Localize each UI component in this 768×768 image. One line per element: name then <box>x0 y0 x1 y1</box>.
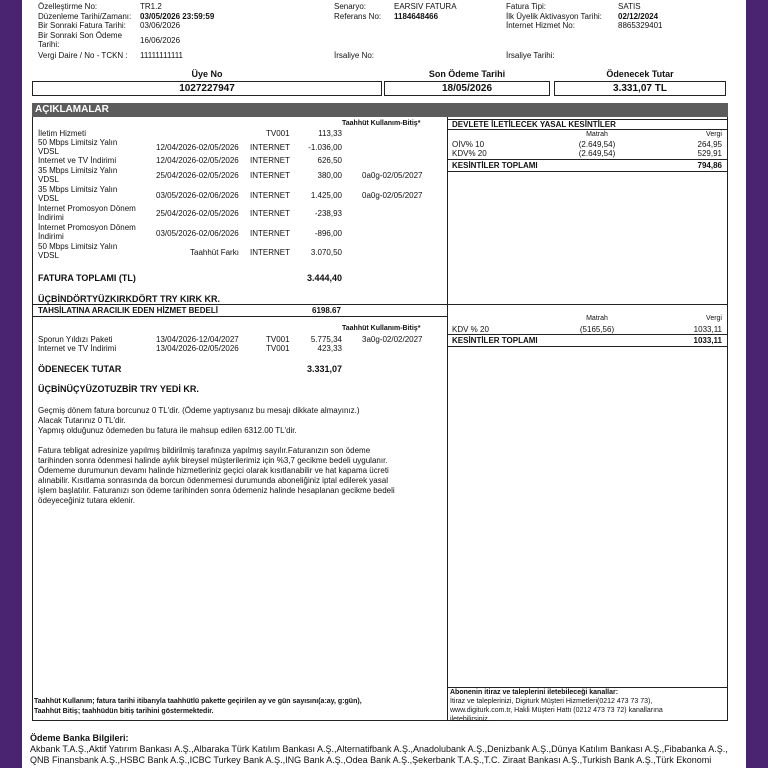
item-amount: -238,93 <box>314 209 342 218</box>
kesinti-toplam-value-2: 1033,11 <box>693 336 722 345</box>
sonraki-son-odeme-label-2: Tarihi: <box>38 40 60 49</box>
sonraki-son-odeme-label-1: Bir Sonraki Son Ödeme <box>38 31 123 40</box>
vergi-label: Vergi <box>706 131 722 138</box>
vergi-daire-value: 11111111111 <box>140 51 184 60</box>
item-date: 12/04/2026-02/05/2026 <box>156 156 239 165</box>
item-code: INTERNET <box>250 156 290 165</box>
item-label-2: VDSL <box>38 251 59 260</box>
aktivasyon-value: 02/12/2024 <box>618 12 659 21</box>
item-code: INTERNET <box>250 209 290 218</box>
item-amount: -1.036,00 <box>308 143 342 152</box>
matrah-label-2: Matrah <box>586 315 608 322</box>
kesinti-toplam-label: KESİNTİLER TOPLAMI <box>452 161 538 170</box>
odenecek-label: ÖDENECEK TUTAR <box>38 364 122 374</box>
itiraz-line: İtiraz ve taleplerinizi, Digiturk Müşteri Hizmetleri(0212 473 73 73), <box>450 698 653 705</box>
item-label: 35 Mbps Limitsiz Yalın <box>38 185 118 194</box>
kesinti-row-vergi: 264,95 <box>697 140 722 149</box>
sonraki-fatura-value: 03/06/2026 <box>140 21 181 30</box>
kesinti-row-matrah: (2.649,54) <box>578 140 616 149</box>
irsaliye-tarihi-label: İrsaliye Tarihi: <box>506 51 555 60</box>
item-code: INTERNET <box>250 229 290 238</box>
taahhut-header: Taahhüt Kullanım-Bitiş* <box>342 120 421 127</box>
kesinti-row-label: OİV% 10 <box>452 140 485 149</box>
fatura-toplami-label: FATURA TOPLAMI (TL) <box>38 273 136 283</box>
item-amount: 1.425,00 <box>310 191 342 200</box>
kesinti-toplam-label-2: KESİNTİLER TOPLAMI <box>452 336 538 345</box>
son-odeme-label: Son Ödeme Tarihi <box>428 69 506 79</box>
footnote-line-2: Taahhüt Bitiş; taahhüdün bitiş tarihini göstermektedir. <box>34 708 214 715</box>
banka-line-1: Akbank T.A.Ş.,Aktif Yatırım Bankası A.Ş.,Albaraka Türk Katılım Bankası A.Ş.,Alternatifbank A.Ş.,Anadolubank A.Ş.,Denizbank A.Ş.,Dünya Katılım Bankası A.Ş.,Fibabanka A.Ş., <box>30 744 728 754</box>
item-label: 35 Mbps Limitsiz Yalın <box>38 166 118 175</box>
kesinti-row-vergi: 1033,11 <box>693 325 722 334</box>
item-date: 03/05/2026-02/06/2026 <box>156 229 239 238</box>
vergi-label-2: Vergi <box>706 315 722 322</box>
note-line: Ödememe durumunun devamı halinde hizmetleriniz geçici olarak kısıtlanabilir ve hat kapama ücreti <box>38 466 389 475</box>
aktivasyon-label: İlk Üyelik Aktivasyon Tarihi: <box>506 12 602 21</box>
note-line: ödeyeceğiniz tutara eklenir. <box>38 496 135 505</box>
fatura-toplami-value: 3.444,40 <box>306 273 342 283</box>
item-date: 03/05/2026-02/06/2026 <box>156 191 239 200</box>
note-line: Alacak Tutarınız 0 TL'dir. <box>38 416 126 425</box>
odenecek-tutar-value: 3.331,07 TL <box>613 83 667 94</box>
aracilik-underline <box>32 316 448 317</box>
fatura-tipi-value: SATIS <box>618 2 641 11</box>
kesinti-total-topline <box>448 159 728 160</box>
item-amount: 5.775,34 <box>310 335 342 344</box>
note-line: tarihinden sonra ödenmesi halinde aylık bireysel müşterilerimiz için %3,7 gecikme bedeli uygulanır. <box>38 456 388 465</box>
item-label: 50 Mbps Limitsiz Yalın <box>38 138 118 147</box>
kesinti-title-underline <box>448 129 728 130</box>
kesinti-row-label: KDV % 20 <box>452 325 489 334</box>
odenecek-tutar-label: Ödenecek Tutar <box>606 69 674 79</box>
item-label-2: VDSL <box>38 147 59 156</box>
kesinti-row-matrah: (2.649,54) <box>578 149 616 158</box>
banka-line-2: QNB Finansbank A.Ş.,HSBC Bank A.Ş.,ICBC Turkey Bank A.Ş.,ING Bank A.Ş.,Odea Bank A.Ş.,Şekerbank T.A.Ş.,T.C. Ziraat Bankası A.Ş.,Turkish Bank A.Ş.,Türk Ekonomi <box>30 755 712 765</box>
hizmet-no-value: 8865329401 <box>618 21 663 30</box>
item-label-2: İndirimi <box>38 232 64 241</box>
odenecek-value: 3.331,07 <box>306 364 342 374</box>
item-label: 50 Mbps Limitsiz Yalın <box>38 242 118 251</box>
item-code: INTERNET <box>250 191 290 200</box>
aciklamalar-title: AÇIKLAMALAR <box>35 104 109 115</box>
odenecek-yazi: ÜÇBİNÜÇYÜZOTUZBİR TRY YEDİ KR. <box>38 384 199 394</box>
itiraz-title: Abonenin itiraz ve taleplerini iletebileceği kanallar: <box>450 689 619 696</box>
son-odeme-value: 18/05/2026 <box>441 83 493 94</box>
hizmet-no-label: İnternet Hizmet No: <box>506 21 575 30</box>
itiraz-topline <box>448 687 728 688</box>
item-code: TV001 <box>266 129 290 138</box>
footnote-line-1: Taahhüt Kullanım; fatura tarihi itibarıyla taahhütlü pakette geçirilen ay ve gün sayısını(a:ay, g:gün), <box>34 698 362 705</box>
vergi-daire-label: Vergi Daire / No - TCKN : <box>38 51 128 60</box>
section-divider <box>32 304 728 305</box>
note-line: Geçmiş dönem fatura borcunuz 0 TL'dir. (Ödeme yaptıysanız bu mesajı dikkate almayınız.) <box>38 406 360 415</box>
kesinti2-total-topline <box>448 334 728 335</box>
ozellestirme-label: Özelleştirme No: <box>38 2 98 11</box>
referans-value: 1184648466 <box>394 12 439 21</box>
item-label: Sporun Yıldızı Paketi <box>38 335 113 344</box>
column-divider <box>447 117 448 721</box>
item-code: INTERNET <box>250 248 290 257</box>
note-line: alınabilir. Kısıtlama sonrasında da borcun ödenmemesi durumunda aboneliğiniz iptal edilerek yasal <box>38 476 388 485</box>
item-label: Internet ve TV İndirimi <box>38 344 117 353</box>
item-taahhut: 3a0g-02/02/2027 <box>362 335 423 344</box>
taahhut-header-2: Taahhüt Kullanım-Bitiş* <box>342 325 421 332</box>
item-amount: 423,33 <box>317 344 342 353</box>
invoice-page <box>22 0 746 768</box>
item-date: 25/04/2026-02/05/2026 <box>156 209 239 218</box>
senaryo-label: Senaryo: <box>334 2 367 11</box>
referans-label: Referans No: <box>334 12 382 21</box>
item-label-2: VDSL <box>38 194 59 203</box>
note-line: işlem başlatılır. Faturanızı son ödeme tarihinden sonra ödemeniz halinde hesaplanan gecikme bedeli <box>38 486 395 495</box>
duzenleme-value: 03/05/2026 23:59:59 <box>140 12 215 21</box>
sonraki-fatura-label: Bir Sonraki Fatura Tarihi: <box>38 21 126 30</box>
duzenleme-label: Düzenleme Tarihi/Zamanı: <box>38 12 132 21</box>
item-date: 25/04/2026-02/05/2026 <box>156 171 239 180</box>
item-taahhut: 0a0g-02/05/2027 <box>362 191 423 200</box>
itiraz-line: www.digiturk.com.tr, Hakli Müşteri Hattı (0212 473 73 72) kanallarına <box>450 707 663 714</box>
item-label: Internet ve TV İndirimi <box>38 156 117 165</box>
kesinti2-total-bottomline <box>448 346 728 347</box>
item-label-2: İndirimi <box>38 213 64 222</box>
uye-no-label: Üye No <box>191 69 223 79</box>
item-taahhut: 0a0g-02/05/2027 <box>362 171 423 180</box>
item-code: TV001 <box>266 344 290 353</box>
item-label: İletim Hizmeti <box>38 129 87 138</box>
item-label-2: VDSL <box>38 175 59 184</box>
item-amount: -896,00 <box>314 229 342 238</box>
note-line: Fatura tebligat adresinize yapılmış bildirilmiş tarafınıza yapılmış sayılır.Faturanızın son ödeme <box>38 446 371 455</box>
kesinti-row-matrah: (5165,56) <box>579 325 615 334</box>
item-label: İnternet Promosyon Dönem <box>38 223 136 232</box>
item-amount: 113,33 <box>318 129 342 138</box>
item-amount: 3.070,50 <box>310 248 342 257</box>
fatura-tipi-label: Fatura Tipi: <box>506 2 547 11</box>
item-amount: 626,50 <box>317 156 342 165</box>
aciklamalar-title-bar <box>32 103 728 117</box>
kesinti-row-vergi: 529,91 <box>697 149 722 158</box>
item-label: İnternet Promosyon Dönem <box>38 204 136 213</box>
aracilik-value: 6198.67 <box>312 306 341 315</box>
banka-title: Ödeme Banka Bilgileri: <box>30 733 129 743</box>
itiraz-line: iletebilirsiniz. <box>450 716 490 723</box>
item-code: INTERNET <box>250 143 290 152</box>
item-date: 12/04/2026-02/05/2026 <box>156 143 239 152</box>
kesinti-toplam-value: 794,86 <box>697 161 722 170</box>
sonraki-son-odeme-value: 16/06/2026 <box>140 36 181 45</box>
kesinti-total-bottomline <box>448 171 728 172</box>
aracilik-label: TAHSİLATINA ARACILIK EDEN HİZMET BEDELİ <box>38 306 218 315</box>
irsaliye-no-label: İrsaliye No: <box>334 51 375 60</box>
item-code: TV001 <box>266 335 290 344</box>
item-amount: 380,00 <box>317 171 342 180</box>
fatura-yazi: ÜÇBİNDÖRTYÜZKIRKDÖRT TRY KIRK KR. <box>38 294 220 304</box>
matrah-label: Matrah <box>586 131 608 138</box>
ozellestirme-value: TR1.2 <box>140 2 162 11</box>
item-date: 13/04/2026-02/05/2026 <box>156 344 239 353</box>
son-odeme-box <box>384 81 550 96</box>
uye-no-box <box>32 81 382 96</box>
kesinti-row-label: KDV% 20 <box>452 149 487 158</box>
note-line: Yapmış olduğunuz ödemeden bu fatura ile mahsup edilen 6312.00 TL'dir. <box>38 426 297 435</box>
item-date: 13/04/2026-12/04/2027 <box>156 335 239 344</box>
uye-no-value: 1027227947 <box>179 83 235 94</box>
item-date: Taahhüt Farkı <box>190 248 239 257</box>
senaryo-value: EARSIV FATURA <box>394 2 457 11</box>
odenecek-tutar-box <box>554 81 726 96</box>
kesinti-title: DEVLETE İLETİLECEK YASAL KESİNTİLER <box>452 120 616 129</box>
item-code: INTERNET <box>250 171 290 180</box>
